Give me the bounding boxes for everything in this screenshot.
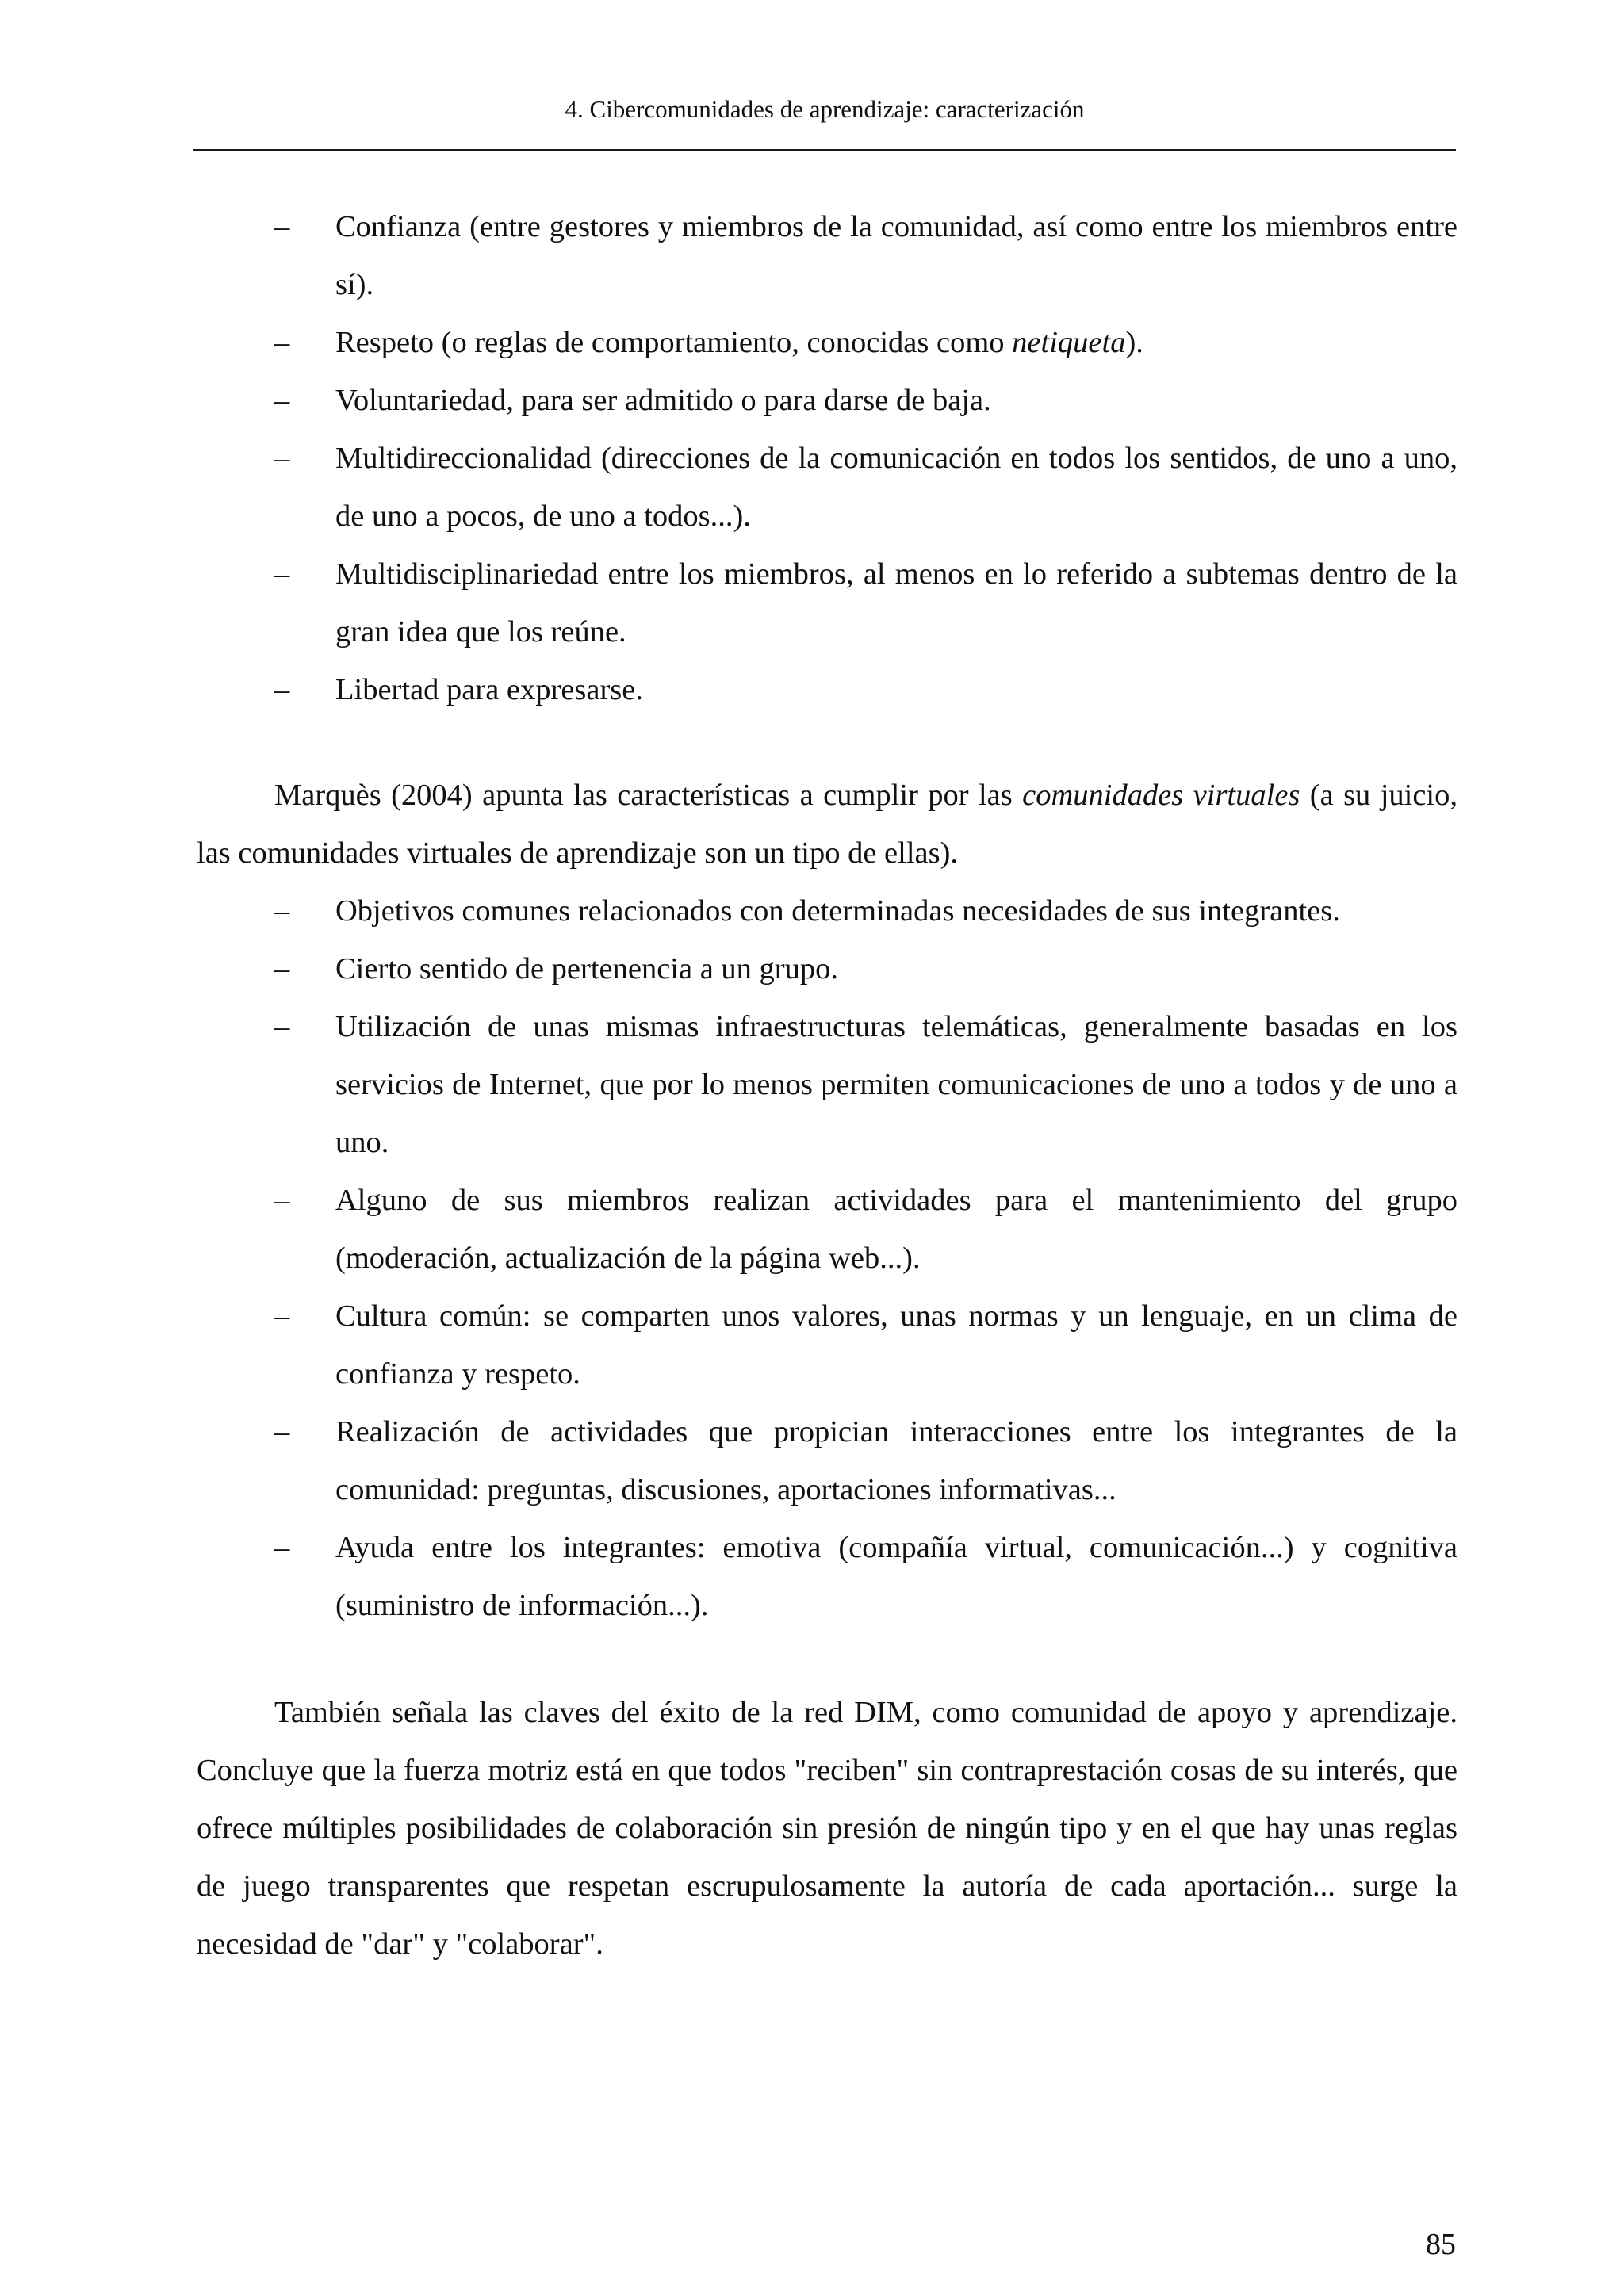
dash-bullet: – (274, 1010, 290, 1043)
list-item (197, 314, 1457, 372)
list-item (197, 882, 1457, 940)
list-item (197, 661, 1457, 719)
paragraph-text: (a su juicio, las comunidades virtuales de aprendizaje son un tipo de ellas). (197, 779, 1457, 870)
running-header (193, 94, 1456, 151)
list-item-italic-term: netiqueta (1012, 326, 1126, 359)
list-item-text: Cultura común: se comparten unos valores, unas normas y un lenguaje, en un clima de confianza y respeto. (335, 1299, 1457, 1391)
dash-bullet: – (274, 673, 290, 706)
paragraph-text: Marquès (2004) apunta las características a cumplir por las (274, 779, 1023, 812)
list-item-text: Confianza (entre gestores y miembros de la comunidad, así como entre los miembros entre sí). (335, 210, 1457, 301)
page-content (197, 198, 1457, 1973)
list-item-text: Multidisciplinariedad entre los miembros, al menos en lo referido a subtemas dentro de la gran idea que los reúne. (335, 557, 1457, 649)
list-item (197, 1403, 1457, 1519)
paragraph-marques (197, 767, 1457, 882)
list-item-text: Multidireccionalidad (direcciones de la comunicación en todos los sentidos, de uno a uno, de uno a pocos, de uno a todos...). (335, 442, 1457, 533)
list-item-text: Alguno de sus miembros realizan actividades para el mantenimiento del grupo (moderación, actualización de la página web...). (335, 1184, 1457, 1275)
paragraph-italic-term: comunidades virtuales (1022, 779, 1300, 812)
dash-bullet: – (274, 952, 290, 985)
list-item (197, 430, 1457, 545)
list-virtual-community-features (197, 882, 1457, 1635)
list-item (197, 1519, 1457, 1635)
list-item-text: Cierto sentido de pertenencia a un grupo. (335, 952, 838, 985)
list-item (197, 998, 1457, 1172)
list-item-text: Ayuda entre los integrantes: emotiva (compañía virtual, comunicación...) y cognitiva (suministro de información...). (335, 1531, 1457, 1622)
paragraph-spacer (197, 719, 1457, 767)
header-title: 4. Cibercomunidades de aprendizaje: caracterización (565, 95, 1085, 123)
list-item-text: Objetivos comunes relacionados con determinadas necesidades de sus integrantes. (335, 894, 1340, 928)
list-item (197, 1288, 1457, 1403)
list-item-text: Libertad para expresarse. (335, 673, 643, 706)
dash-bullet: – (274, 384, 290, 417)
dash-bullet: – (274, 1184, 290, 1217)
list-item-text: ). (1125, 326, 1143, 359)
list-item (197, 940, 1457, 998)
list-item-text: Respeto (o reglas de comportamiento, conocidas como (335, 326, 1013, 359)
page-number: 85 (1426, 2228, 1456, 2261)
list-item (197, 545, 1457, 661)
list-item (197, 198, 1457, 314)
dash-bullet: – (274, 894, 290, 928)
dash-bullet: – (274, 442, 290, 475)
list-item (197, 1172, 1457, 1288)
list-community-traits (197, 198, 1457, 719)
list-item (197, 372, 1457, 430)
list-item-text: Utilización de unas mismas infraestructuras telemáticas, generalmente basadas en los servicios de Internet, que por lo menos permiten comunicaciones de uno a todos y de uno a uno. (335, 1010, 1457, 1159)
list-item-text: Voluntariedad, para ser admitido o para darse de baja. (335, 384, 991, 417)
dash-bullet: – (274, 326, 290, 359)
dash-bullet: – (274, 557, 290, 591)
dash-bullet: – (274, 1531, 290, 1564)
dash-bullet: – (274, 1415, 290, 1448)
dash-bullet: – (274, 1299, 290, 1333)
paragraph-spacer (197, 1635, 1457, 1684)
paragraph-dim-network: También señala las claves del éxito de la red DIM, como comunidad de apoyo y aprendizaje. Concluye que la fuerza motriz está en que todos "reciben" sin contraprestación cosas de su interés, que ofrece múltiples posibilidades de colaboración sin presión de ningún tipo y en el que hay unas reglas de juego transparentes que respetan escrupulosamente la autoría de cada aportación... surge la necesidad de "dar" y "colaborar". (197, 1696, 1457, 1961)
dash-bullet: – (274, 210, 290, 243)
list-item-text: Realización de actividades que propician interacciones entre los integrantes de la comunidad: preguntas, discusiones, aportaciones informativas... (335, 1415, 1457, 1506)
